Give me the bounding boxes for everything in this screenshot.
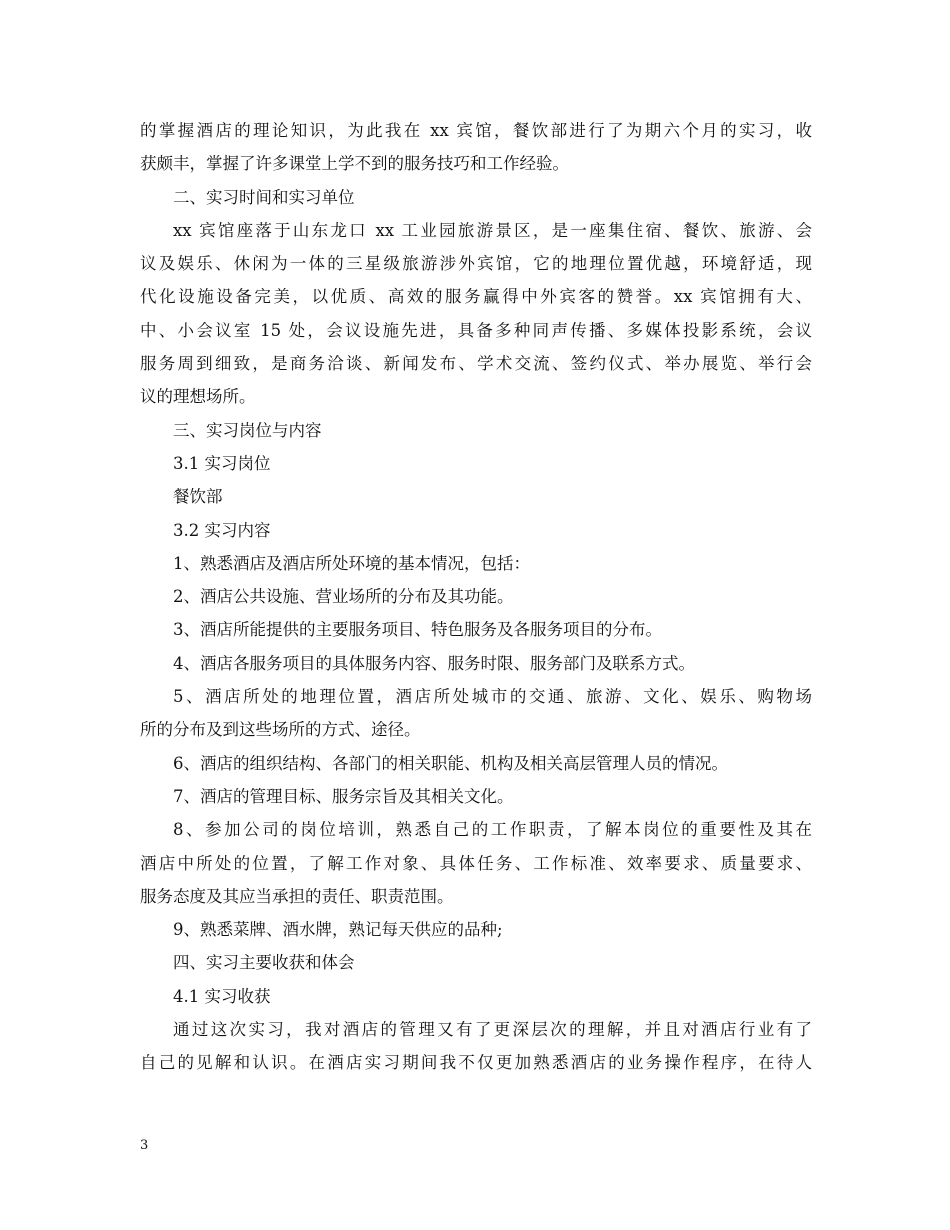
text-line: 5、酒店所处的地理位置，酒店所处城市的交通、旅游、文化、娱乐、购物场 xyxy=(173,687,812,707)
text-line: 2、酒店公共设施、营业场所的分布及其功能。 xyxy=(173,587,514,607)
text-line: 6、酒店的组织结构、各部门的相关职能、机构及相关高层管理人员的情况。 xyxy=(173,753,728,773)
text-line: 酒店中所处的位置，了解工作对象、具体任务、工作标准、效率要求、质量要求、 xyxy=(140,853,812,873)
text-line: 议的理想场所。 xyxy=(140,387,256,407)
text-line: 3、酒店所能提供的主要服务项目、特色服务及各服务项目的分布。 xyxy=(173,620,662,640)
text-line: 二、实习时间和实习单位 xyxy=(173,187,355,207)
text-line: 3.2 实习内容 xyxy=(173,520,271,540)
text-line: 三、实习岗位与内容 xyxy=(173,420,322,440)
text-line: 通过这次实习，我对酒店的管理又有了更深层次的理解，并且对酒店行业有了 xyxy=(173,1020,812,1040)
text-line: 的掌握酒店的理论知识，为此我在 xx 宾馆，餐饮部进行了为期六个月的实习，收 xyxy=(140,121,812,140)
text-line: 1、熟悉酒店及酒店所处环境的基本情况，包括： xyxy=(173,553,530,573)
text-line: 议及娱乐、休闲为一体的三星级旅游涉外宾馆，它的地理位置优越，环境舒适，现 xyxy=(140,254,812,274)
text-line: 代化设施设备完美，以优质、高效的服务赢得中外宾客的赞誉。xx 宾馆拥有大、 xyxy=(140,287,812,307)
body-text xyxy=(140,114,812,1080)
text-line: 8、参加公司的岗位培训，熟悉自己的工作职责，了解本岗位的重要性及其在 xyxy=(173,820,812,840)
page-number: 3 xyxy=(140,1138,149,1153)
text-line: 服务周到细致，是商务洽谈、新闻发布、学术交流、签约仪式、举办展览、举行会 xyxy=(140,354,812,374)
text-line: 4.1 实习收获 xyxy=(173,986,271,1006)
text-line: 9、熟悉菜牌、酒水牌，熟记每天供应的品种; xyxy=(173,920,503,940)
text-line: 所的分布及到这些场所的方式、途径。 xyxy=(140,720,421,740)
text-line: 4、酒店各服务项目的具体服务内容、服务时限、服务部门及联系方式。 xyxy=(173,653,695,673)
text-line: 四、实习主要收获和体会 xyxy=(173,953,355,973)
text-line: 服务态度及其应当承担的责任、职责范围。 xyxy=(140,886,454,906)
text-line: 7、酒店的管理目标、服务宗旨及其相关文化。 xyxy=(173,786,514,806)
text-line: 中、小会议室 15 处，会议设施先进，具备多种同声传播、多媒体投影系统，会议 xyxy=(140,320,812,340)
text-line: 3.1 实习岗位 xyxy=(173,453,271,473)
text-line: 餐饮部 xyxy=(173,487,223,507)
text-line: 获颇丰，掌握了许多课堂上学不到的服务技巧和工作经验。 xyxy=(140,154,569,174)
text-line: 自己的见解和认识。在酒店实习期间我不仅更加熟悉酒店的业务操作程序，在待人 xyxy=(140,1053,812,1073)
text-line: xx 宾馆座落于山东龙口 xx 工业园旅游景区，是一座集住宿、餐饮、旅游、会 xyxy=(173,220,812,240)
